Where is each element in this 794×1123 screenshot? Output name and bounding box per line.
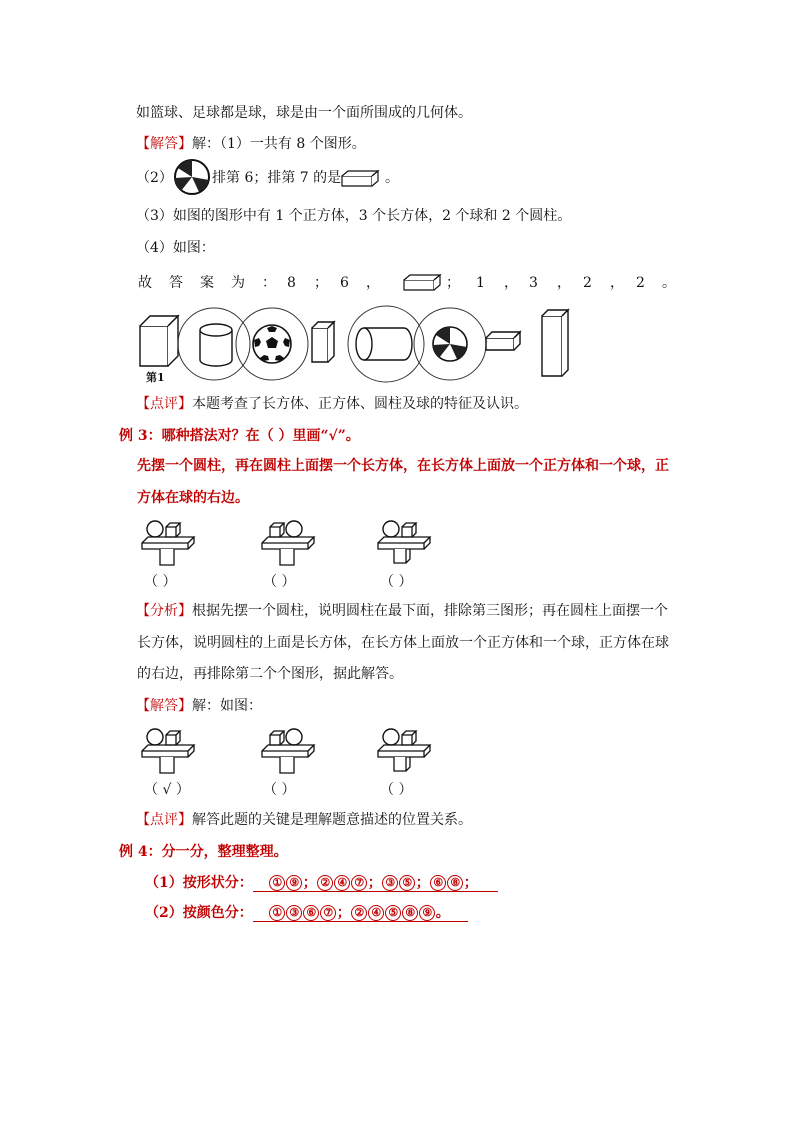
example-3-title: 例 3：哪种搭法对？在（ ）里画“√”。 <box>119 428 360 444</box>
end-mark: 。 <box>435 905 450 921</box>
ans-char: 案 <box>200 275 214 291</box>
analysis-tag: 【分析】 <box>136 603 192 619</box>
num-circle: ③ <box>382 875 398 891</box>
choice-paren-3[interactable]: （ ） <box>380 574 413 590</box>
stack-answer-2 <box>258 725 318 777</box>
ans-char: 答 <box>169 275 183 291</box>
separator: ； <box>302 875 317 891</box>
cylinder-shape <box>200 324 232 366</box>
answer-text: 解：（1）一共有 8 个图形。 <box>192 136 366 152</box>
shapes-figure <box>136 302 576 384</box>
comment-line-ex3 <box>136 810 472 830</box>
num-circle: ⑧ <box>447 875 463 891</box>
num-circle: ⑤ <box>385 905 401 921</box>
lying-cuboid-shape <box>486 332 520 350</box>
answer-text: 解：如图： <box>192 698 262 714</box>
num-circle: ⑥ <box>430 875 446 891</box>
ans-char: 8 <box>287 275 296 291</box>
stack-answer-1 <box>138 725 198 777</box>
choice-paren-2[interactable]: （ ） <box>263 574 296 590</box>
comment-tag: 【点评】 <box>136 396 192 412</box>
example-3-desc-1: 先摆一个圆柱，再在圆柱上面摆一个长方体，在长方体上面放一个正方体和一个球，正 <box>137 458 669 474</box>
ans-char: 。 <box>662 275 676 291</box>
analysis-text-1: 根据先摆一个圆柱，说明圆柱在最下面，排除第三图形；再在圆柱上面摆一个 <box>192 603 668 619</box>
cube-shape <box>140 316 178 366</box>
num-circle: ④ <box>334 875 350 891</box>
analysis-line-3: 的右边，再排除第二个个图形，据此解答。 <box>137 666 403 682</box>
comment-text: 本题考查了长方体、正方体、圆柱及球的特征及认识。 <box>192 396 528 412</box>
separator: ； <box>415 875 430 891</box>
example-4-title: 例 4：分一分，整理整理。 <box>119 844 288 860</box>
num-circle: ② <box>317 875 333 891</box>
color-sort-label: （2）按颜色分： <box>145 905 253 921</box>
color-sort-answer <box>253 905 468 922</box>
num-circle: ⑨ <box>286 875 302 891</box>
stack-answer-3 <box>374 725 434 777</box>
comment-line <box>136 394 528 414</box>
lying-cylinder-shape <box>356 328 412 360</box>
ans-char: 3 <box>529 275 538 291</box>
cuboid-icon <box>340 170 382 188</box>
answer-line-3: （3）如图的图形中有 1 个正方体，3 个长方体，2 个球和 2 个圆柱。 <box>136 208 572 224</box>
soccer-ball-shape <box>253 325 291 363</box>
ans-char: 1 <box>476 275 485 291</box>
stack-option-2 <box>258 517 318 569</box>
text-line-ball-definition: 如篮球、足球都是球，球是由一个面所围成的几何体。 <box>136 105 472 121</box>
comment-tag: 【点评】 <box>136 812 192 828</box>
cuboid-shape <box>312 322 334 362</box>
num-circle: ① <box>269 875 285 891</box>
figure-label: 第1 <box>146 371 165 384</box>
ans-char: ， <box>557 275 571 291</box>
stack-option-1 <box>138 517 198 569</box>
separator: ； <box>463 875 478 891</box>
separator: ； <box>336 905 351 921</box>
shape-sort-line <box>145 873 498 893</box>
answer-tag: 【解答】 <box>136 698 192 714</box>
ans-char: 故 <box>138 275 152 291</box>
separator: ； <box>367 875 382 891</box>
beach-ball-icon <box>173 158 211 196</box>
stack-option-3 <box>374 517 434 569</box>
answer-paren-2: （ ） <box>263 782 296 798</box>
comment-text: 解答此题的关键是理解题意描述的位置关系。 <box>192 812 472 828</box>
ans-char: ， <box>366 275 380 291</box>
ans-char: 为 <box>231 275 245 291</box>
ans-char: 2 <box>636 275 645 291</box>
ans-char: ； <box>446 275 460 291</box>
num-circle: ⑤ <box>399 875 415 891</box>
answer-line-2-suffix: 。 <box>385 170 399 186</box>
answer-line-2-middle: 排第 6；排第 7 的是 <box>212 170 342 186</box>
answer-line-2 <box>136 168 173 188</box>
num-circle: ② <box>351 905 367 921</box>
shape-sort-label: （1）按形状分： <box>145 875 253 891</box>
shape-sort-answer <box>253 875 498 892</box>
choice-paren-1[interactable]: （ ） <box>144 574 177 590</box>
num-circle: ⑦ <box>320 905 336 921</box>
num-circle: ⑨ <box>419 905 435 921</box>
ans-char: ： <box>262 275 276 291</box>
answer-line-1 <box>136 134 366 154</box>
answer-line-2-prefix: （2） <box>136 170 173 186</box>
ans-char: ， <box>610 275 624 291</box>
ans-char: ， <box>504 275 518 291</box>
answer-paren-1: （ √ ） <box>144 782 190 798</box>
cuboid-icon <box>402 274 444 292</box>
num-circle: ③ <box>286 905 302 921</box>
answer-paren-3: （ ） <box>380 782 413 798</box>
num-circle: ⑦ <box>351 875 367 891</box>
tall-cuboid-shape <box>542 310 568 376</box>
ans-char: ； <box>314 275 328 291</box>
num-circle: ① <box>269 905 285 921</box>
beach-ball-shape <box>433 327 467 361</box>
analysis-line-1 <box>136 601 668 621</box>
ans-char: 2 <box>583 275 592 291</box>
ans-char: 6 <box>340 275 349 291</box>
num-circle: ⑧ <box>402 905 418 921</box>
num-circle: ⑥ <box>303 905 319 921</box>
answer-tag: 【解答】 <box>136 136 192 152</box>
example-3-desc-2: 方体在球的右边。 <box>137 490 249 506</box>
color-sort-line <box>145 903 468 923</box>
num-circle: ④ <box>368 905 384 921</box>
answer-line-4: （4）如图： <box>136 240 215 256</box>
analysis-line-2: 长方体，说明圆柱的上面是长方体，在长方体上面放一个正方体和一个球，正方体在球 <box>137 635 669 651</box>
answer-line-ex3 <box>136 696 262 716</box>
